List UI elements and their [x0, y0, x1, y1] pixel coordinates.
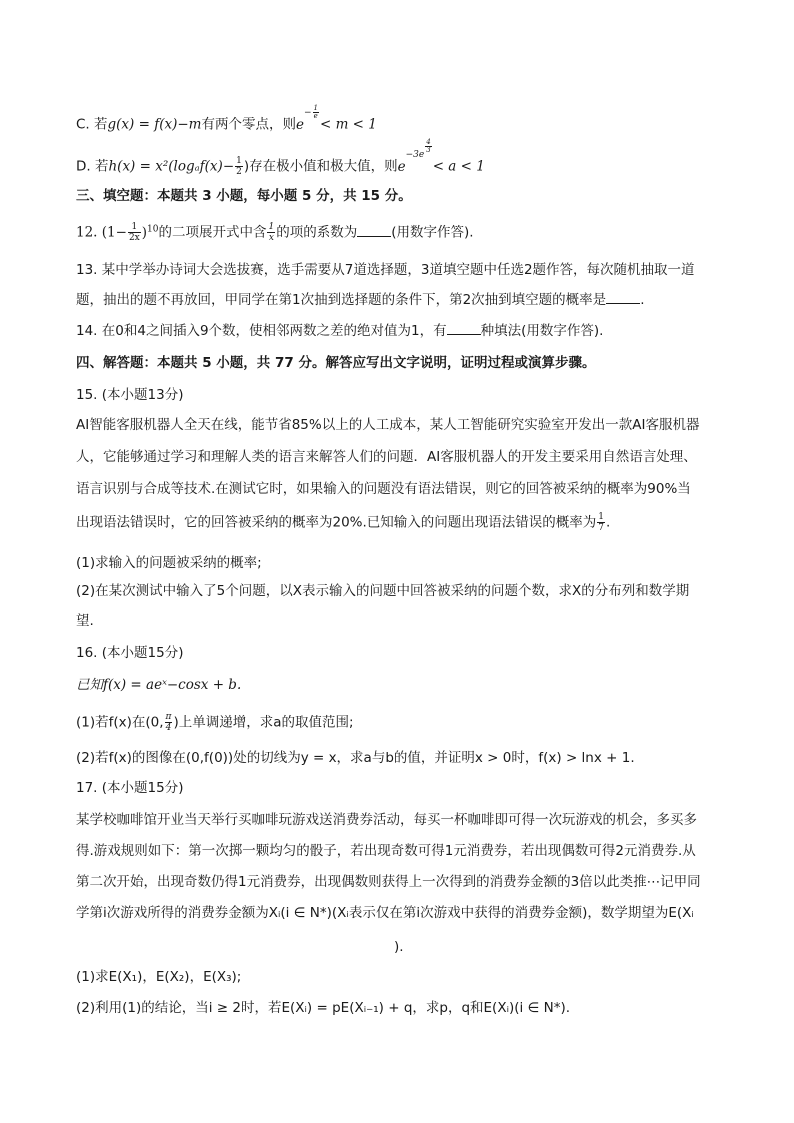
question-16-header: 16. (本小题15分)	[76, 645, 184, 661]
question-17-line-5: ).	[394, 939, 404, 955]
question-13-line-2	[76, 290, 644, 310]
q12-end: 的项的系数为	[276, 224, 358, 241]
q15-line4-tail: .	[606, 514, 611, 531]
neg-sign: −	[303, 108, 312, 118]
option-c-e-power	[295, 104, 320, 133]
option-d-cond: < a < 1	[432, 158, 485, 175]
question-17-header: 17. (本小题15分)	[76, 780, 184, 796]
question-17-line-1: 某学校咖啡馆开业当天举行买咖啡玩游戏送消费券活动，每买一杯咖啡即可得一次玩游戏的机会，多买多	[76, 812, 697, 828]
question-16-part-2: (2)若f(x)的图像在(0,f(0))处的切线为y = x，求a与b的值，并证明x > 0时，f(x) > lnx + 1.	[76, 750, 635, 766]
q13-tail: .	[640, 292, 645, 308]
question-15-part-2b: 望.	[76, 613, 94, 629]
question-17-line-4: 学第i次游戏所得的消费券金额为Xᵢ(i ∈ N*)(Xᵢ表示仅在第i次游戏中获得的消费券金额)，数学期望为E(Xᵢ	[76, 905, 694, 921]
q12-exponent: 10	[147, 224, 159, 234]
option-d	[76, 138, 485, 177]
question-15-header: 15. (本小题13分)	[76, 387, 184, 403]
frac-den: e	[313, 112, 318, 120]
option-d-expr: h(x) = x²(logₐf(x)−	[108, 158, 235, 175]
frac-num: 1	[128, 222, 141, 233]
q16-p1-start: (1)若f(x)在(0,	[76, 714, 164, 731]
question-16-def	[76, 675, 241, 695]
q14-text: 14. 在0和4之间插入9个数，使相邻两数之差的绝对值为1，有	[76, 323, 447, 339]
question-13-line-1: 13. 某中学举办诗词大会选拔赛，选手需要从7道选择题，3道填空题中任选2题作答，每次随机抽取一道	[76, 262, 695, 278]
frac-den: 7	[598, 523, 605, 533]
q14-tail: 种填法(用数字作答).	[480, 323, 604, 339]
question-14	[76, 321, 603, 341]
question-15-part-2a: (2)在某次测试中输入了5个问题，以X表示输入的问题中回答被采纳的问题个数，求X的分布列和数学期	[76, 583, 690, 599]
option-d-mid: )存在极小值和极大值，则	[243, 158, 398, 175]
question-17-part-1: (1)求E(X₁)，E(X₂)，E(X₃);	[76, 969, 242, 985]
q12-mid: 的二项展开式中含	[158, 224, 267, 241]
question-16-part-1	[76, 712, 354, 733]
frac-den: 3	[426, 146, 431, 154]
q12-start: 12. (1−	[76, 224, 127, 241]
question-15-line-2: 人，它能够通过学习和理解人类的语言来解答人们的问题．AI客服机器人的开发主要采用自然语言处理、	[76, 449, 697, 465]
frac-num: π	[165, 712, 172, 722]
option-c-mid: 有两个零点，则	[201, 116, 296, 133]
q13-text: 题，抽出的题不再放回，甲同学在第1次抽到选择题的条件下，第2次抽到填空题的概率是	[76, 292, 607, 308]
frac-pi-4	[165, 712, 173, 733]
question-17-part-2: (2)利用(1)的结论，当i ≥ 2时，若E(Xᵢ) = pE(Xᵢ₋₁) + q，求p，q和E(Xᵢ)(i ∈ N*).	[76, 1000, 571, 1016]
option-c-cond: < m < 1	[319, 116, 377, 133]
q16-p1-end: )上单调递增，求a的取值范围;	[173, 714, 354, 731]
question-17-line-3: 第二次开始，出现奇数仍得1元消费券，出现偶数则获得上一次得到的消费券金额的3倍以此类推⋯记甲同	[76, 874, 701, 890]
q16-def-text: 已知f(x) = aeˣ−cosx + b.	[76, 677, 242, 693]
section-4-heading: 四、解答题：本题共 5 小题，共 77 分。解答应写出文字说明，证明过程或演算步骤。	[76, 355, 596, 371]
question-12: 12. (1− $\frac{1}{2x}$ )$^{10}$的二项展开式中含 $\frac{1}{x}$ 的项的系数为 (用数字作答).	[76, 222, 474, 243]
option-c-prefix: C. 若	[76, 116, 108, 133]
neg-3e: −3e	[405, 150, 425, 160]
frac-num: 1	[598, 512, 605, 522]
answer-blank[interactable]	[447, 322, 481, 335]
q12-tail: (用数字作答).	[391, 224, 474, 241]
option-d-prefix: D. 若	[76, 158, 109, 175]
q15-line4-text: 出现语法错误时，它的回答被采纳的概率为20%.已知输入的问题出现语法错误的概率为	[76, 514, 597, 531]
base-e: e	[397, 158, 406, 175]
frac-num: 1	[236, 156, 242, 166]
exp-frac-4-3	[425, 139, 431, 154]
frac-den: x	[268, 233, 274, 243]
frac-1-x	[267, 222, 275, 243]
exp-frac-1-e	[313, 105, 319, 120]
frac-1-2x	[128, 222, 141, 243]
option-c	[76, 104, 377, 135]
section-3-heading: 三、填空题：本题共 3 小题，每小题 5 分，共 15 分。	[76, 188, 412, 204]
question-15-line-4	[76, 512, 610, 533]
frac-den: 4	[165, 723, 172, 733]
base-e: e	[295, 116, 304, 133]
frac-den: 2	[236, 167, 242, 177]
question-15-line-1: AI智能客服机器人全天在线，能节省85%以上的人工成本，某人工智能研究实验室开发出一款AI客服机器	[76, 417, 700, 433]
frac-num: 4	[426, 138, 431, 146]
frac-1-7	[597, 512, 605, 533]
answer-blank[interactable]	[606, 291, 640, 304]
question-15-line-3: 语言识别与合成等技术.在测试它时，如果输入的问题没有语法错误，则它的回答被采纳的概率为90%当	[76, 481, 691, 497]
answer-blank[interactable]	[357, 224, 391, 237]
option-c-expr: g(x) = f(x)−m	[107, 116, 202, 133]
option-d-e-power	[397, 138, 433, 175]
frac-1-2	[235, 156, 243, 177]
frac-den: 2x	[128, 233, 140, 243]
question-17-line-2: 得.游戏规则如下：第一次掷一颗均匀的骰子，若出现奇数可得1元消费券，若出现偶数可得2元消费券.从	[76, 843, 696, 859]
frac-num: 1	[268, 222, 275, 232]
question-15-part-1: (1)求输入的问题被采纳的概率;	[76, 555, 262, 571]
frac-num: 1	[313, 104, 318, 112]
